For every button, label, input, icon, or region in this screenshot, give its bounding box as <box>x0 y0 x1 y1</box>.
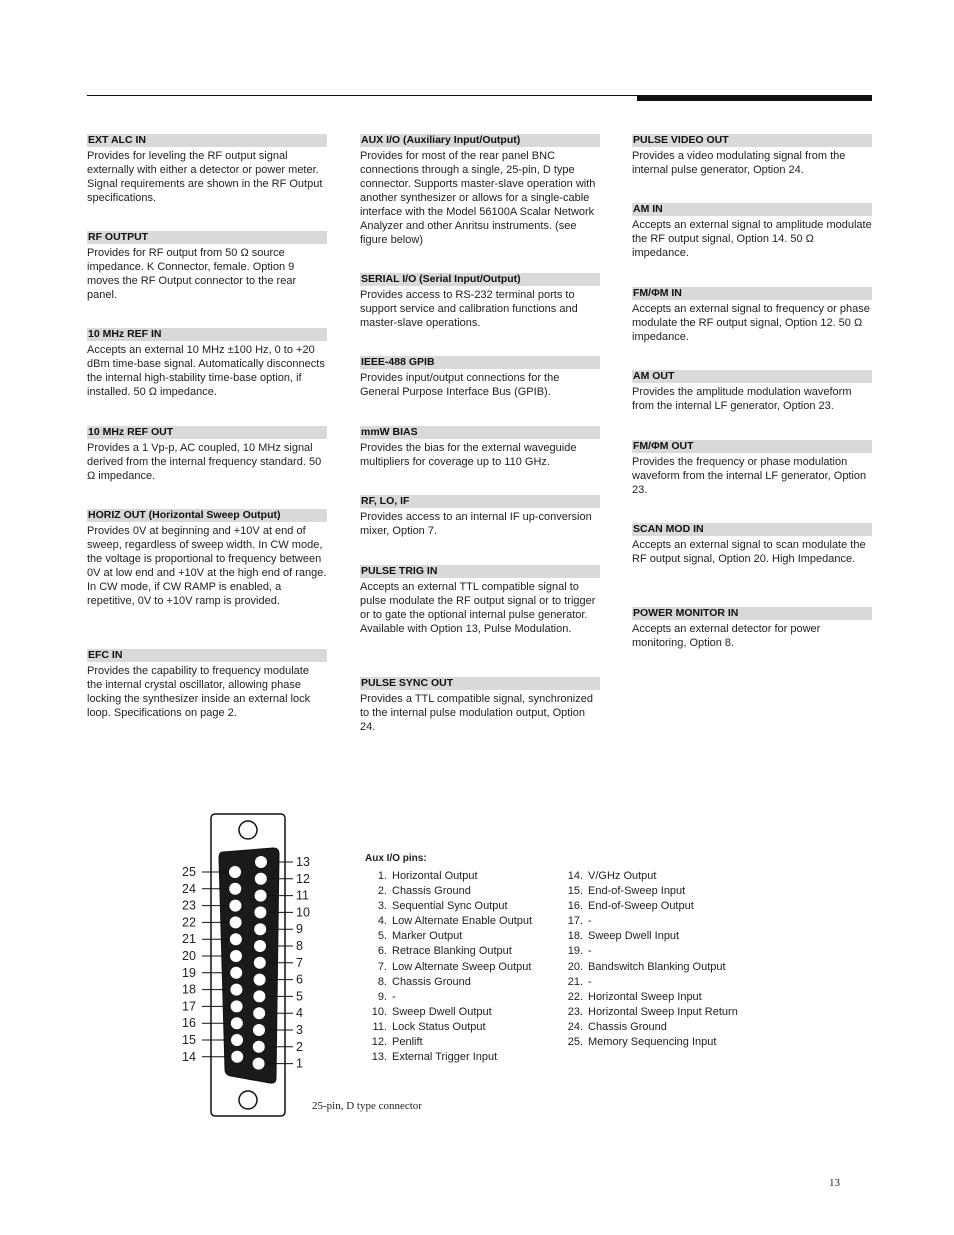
pins-title: Aux I/O pins: <box>365 853 427 864</box>
section-title: RF OUTPUT <box>87 231 327 244</box>
section-title: FM/ΦM IN <box>632 287 872 300</box>
pin-number: 24. <box>567 1020 583 1033</box>
pin-list-item <box>362 1035 532 1050</box>
section-mmw-bias <box>360 426 600 469</box>
section-body: Accepts an external signal to scan modulate the RF output signal, Option 20. High Impedance. <box>632 539 866 565</box>
pin-list-item <box>558 944 738 959</box>
figure-caption: 25-pin, D type connector <box>312 1100 422 1112</box>
section-horiz-out <box>87 509 327 608</box>
pin-label: 8 <box>296 939 303 953</box>
section-body: Provides for RF output from 50 Ω source impedance. K Connector, female. Option 9 moves the RF Output connector to the rear panel. <box>87 247 297 301</box>
pin-function: - <box>588 975 592 988</box>
section-body: Provides the amplitude modulation waveform from the internal LF generator, Option 23. <box>632 386 852 412</box>
pin-list-item <box>362 960 532 975</box>
pin-function: - <box>392 990 396 1003</box>
pin-function: External Trigger Input <box>392 1051 498 1064</box>
section-title: 10 MHz REF OUT <box>87 426 327 439</box>
pin-16 <box>231 1017 243 1029</box>
pin-function: Chassis Ground <box>392 885 471 898</box>
pin-list-item <box>362 899 532 914</box>
pin-number: 8. <box>377 975 387 988</box>
section-title: FM/ΦM OUT <box>632 440 872 453</box>
pin-function: Sequential Sync Output <box>392 900 508 913</box>
section-title: EFC IN <box>87 649 327 662</box>
section-title: IEEE-488 GPIB <box>360 356 600 369</box>
pin-13 <box>255 856 267 868</box>
connector-body <box>219 848 279 1083</box>
section-title: mmW BIAS <box>360 426 600 439</box>
pin-function: Retrace Blanking Output <box>392 945 512 958</box>
pin-number: 14. <box>567 870 583 882</box>
pin-label: 4 <box>296 1006 303 1021</box>
section-title: POWER MONITOR IN <box>632 607 872 620</box>
pin-number: 18. <box>567 930 583 943</box>
pin-list-item <box>558 869 738 884</box>
section-10mhz-ref-in <box>87 328 327 399</box>
section-body: Accepts an external TTL compatible signal to pulse modulate the RF output signal or to trigger or to gate the optional internal pulse generator. Available with Option 13, Pulse Modulation. <box>360 581 596 635</box>
pin-list-item <box>558 914 738 929</box>
mounting-hole-bottom <box>239 1091 257 1109</box>
pin-function: - <box>588 915 592 928</box>
pin-number: 10. <box>371 1005 387 1018</box>
section-body: Provides access to an internal IF up-conversion mixer, Option 7. <box>360 511 592 537</box>
pin-function: Horizontal Output <box>392 870 478 882</box>
pin-list-item <box>558 975 738 990</box>
pin-20 <box>230 950 242 962</box>
pin-list-item <box>362 1020 532 1035</box>
section-fm-phim-out <box>632 440 872 497</box>
pin-number: 11. <box>372 1020 387 1033</box>
section-title: AM OUT <box>632 370 872 383</box>
section-body: Provides a TTL compatible signal, synchronized to the internal pulse modulation output, Option 24. <box>360 693 593 733</box>
section-body: Provides 0V at beginning and +10V at end of sweep, regardless of sweep width. In CW mode, the voltage is proportional to frequency between 0V at low end and +10V at the high end of range. In CW mode, if CW RAMP is enabled, a repetitive, 0V to +10V ramp is provided. <box>87 525 327 607</box>
section-body: Accepts an external signal to frequency or phase modulate the RF output signal, Option 12. 50 Ω impedance. <box>632 303 870 343</box>
pin-label: 12 <box>296 871 310 886</box>
pin-23 <box>229 900 241 912</box>
section-title: RF, LO, IF <box>360 495 600 508</box>
section-10mhz-ref-out <box>87 426 327 483</box>
section-fm-phim-in <box>632 287 872 344</box>
pin-8 <box>254 940 266 952</box>
pin-21 <box>230 933 242 945</box>
pin-25 <box>229 866 241 878</box>
pin-function: Low Alternate Enable Output <box>392 915 533 928</box>
pin-function: Memory Sequencing Input <box>588 1036 717 1049</box>
pin-17 <box>231 1000 243 1012</box>
section-scan-mod-in <box>632 523 872 566</box>
pin-number: 25. <box>567 1036 583 1049</box>
section-body: Provides a 1 Vp-p, AC coupled, 10 MHz signal derived from the internal frequency standard. 50 Ω impedance. <box>87 442 322 482</box>
pin-list-item <box>362 884 532 899</box>
d-connector-diagram <box>175 812 325 1120</box>
section-body: Provides a video modulating signal from the internal pulse generator, Option 24. <box>632 150 846 176</box>
header-rule-accent <box>637 95 872 101</box>
pin-list-item <box>558 1035 738 1050</box>
pin-function: End-of-Sweep Output <box>588 900 694 913</box>
section-title: PULSE TRIG IN <box>360 565 600 578</box>
pin-number: 1. <box>377 870 387 882</box>
pin-label: 23 <box>182 898 196 913</box>
pin-number: 15. <box>567 885 583 898</box>
section-body: Provides the capability to frequency modulate the internal crystal oscillator, allowing phase locking the synthesizer inside an external lock loop. Specifications on page 2. <box>87 665 311 719</box>
pin-label: 6 <box>296 972 303 987</box>
pin-list-item <box>558 960 738 975</box>
pin-function: End-of-Sweep Input <box>588 885 686 898</box>
pin-list-item <box>362 944 532 959</box>
pin-1 <box>253 1058 265 1070</box>
pin-function: Sweep Dwell Output <box>392 1005 492 1018</box>
pin-list-item <box>362 929 532 944</box>
pin-label: 7 <box>296 955 303 970</box>
pin-function: - <box>588 945 592 958</box>
pin-12 <box>255 873 267 885</box>
pin-number: 3. <box>377 900 387 913</box>
pin-function: Bandswitch Blanking Output <box>588 960 726 973</box>
pin-label: 14 <box>182 1049 196 1064</box>
pin-number: 17. <box>567 915 583 928</box>
pin-label: 18 <box>182 982 196 997</box>
pin-label: 16 <box>182 1016 196 1031</box>
pin-label: 2 <box>296 1039 303 1054</box>
pin-6 <box>254 974 266 986</box>
pin-function: V/GHz Output <box>588 870 657 882</box>
section-body: Provides the bias for the external waveguide multipliers for coverage up to 110 GHz. <box>360 442 577 468</box>
pin-19 <box>230 967 242 979</box>
section-aux-io <box>360 134 600 247</box>
section-title: PULSE SYNC OUT <box>360 677 600 690</box>
pin-list-item <box>558 899 738 914</box>
pin-list-left <box>362 869 532 1065</box>
section-body: Provides input/output connections for the General Purpose Interface Bus (GPIB). <box>360 372 560 398</box>
pin-list-item <box>362 1050 532 1065</box>
pin-list-item <box>362 914 532 929</box>
section-rf-output <box>87 231 327 302</box>
pin-function: Low Alternate Sweep Output <box>392 960 532 973</box>
pin-number: 19. <box>567 945 583 958</box>
pin-label: 25 <box>182 865 196 879</box>
section-pulse-trig-in <box>360 565 600 636</box>
pin-number: 23. <box>567 1005 583 1018</box>
pin-label: 22 <box>182 915 196 930</box>
section-body: Accepts an external detector for power monitoring, Option 8. <box>632 623 821 649</box>
section-title: AUX I/O (Auxiliary Input/Output) <box>360 134 600 147</box>
section-am-out <box>632 370 872 413</box>
section-pulse-video-out <box>632 134 872 177</box>
pin-function: Marker Output <box>392 930 463 943</box>
pin-number: 13. <box>371 1051 387 1064</box>
section-ext-alc-in <box>87 134 327 205</box>
pin-list-item <box>558 1005 738 1020</box>
mounting-hole-top <box>239 821 257 839</box>
pin-18 <box>230 984 242 996</box>
pin-label: 10 <box>296 905 310 920</box>
pin-3 <box>253 1024 265 1036</box>
pin-label: 13 <box>296 855 310 869</box>
pin-number: 12. <box>371 1036 387 1049</box>
section-pulse-sync-out <box>360 677 600 734</box>
pin-22 <box>230 916 242 928</box>
pin-11 <box>255 890 267 902</box>
pin-number: 21. <box>567 975 583 988</box>
section-body: Provides access to RS-232 terminal ports to support service and calibration functions and master-slave operations. <box>360 289 578 329</box>
pin-label: 21 <box>182 932 196 947</box>
pin-number: 20. <box>567 960 583 973</box>
section-body: Accepts an external 10 MHz ±100 Hz, 0 to +20 dBm time-base signal. Automatically disconnects the internal high-stability time-base option, if installed. 50 Ω impedance. <box>87 344 325 398</box>
section-body: Accepts an external signal to amplitude modulate the RF output signal, Option 14. 50 Ω impedance. <box>632 219 872 259</box>
pin-list-item <box>558 1020 738 1035</box>
section-title: SCAN MOD IN <box>632 523 872 536</box>
pin-label: 11 <box>296 888 309 903</box>
pin-number: 7. <box>377 960 387 973</box>
section-title: 10 MHz REF IN <box>87 328 327 341</box>
pin-label: 24 <box>182 881 196 896</box>
pin-10 <box>254 906 266 918</box>
pin-list-item <box>362 1005 532 1020</box>
pin-number: 16. <box>567 900 583 913</box>
section-body: Provides for leveling the RF output signal externally with either a detector or power meter. Signal requirements are shown in the RF Output specifications. <box>87 150 323 204</box>
pin-number: 6. <box>377 945 387 958</box>
section-serial-io <box>360 273 600 330</box>
pin-function: Lock Status Output <box>392 1020 486 1033</box>
section-title: PULSE VIDEO OUT <box>632 134 872 147</box>
section-title: SERIAL I/O (Serial Input/Output) <box>360 273 600 286</box>
section-ieee-488-gpib <box>360 356 600 399</box>
pin-label: 5 <box>296 989 303 1004</box>
pin-list-item <box>362 990 532 1005</box>
pin-function: Horizontal Sweep Input <box>588 990 702 1003</box>
pin-list-item <box>558 929 738 944</box>
section-body: Provides for most of the rear panel BNC connections through a single, 25-pin, D type connector. Supports master-slave operation with another synthesizer or allows for a single-cable interface with the Model 56100A Scalar Network Analyzer and other Anritsu instruments. (see figure below) <box>360 150 596 246</box>
pin-label: 20 <box>182 949 196 963</box>
pin-label: 15 <box>182 1033 196 1047</box>
pin-list-right <box>558 869 738 1050</box>
pin-number: 4. <box>377 915 387 928</box>
pin-label: 9 <box>296 922 303 937</box>
pin-list-item <box>362 975 532 990</box>
section-efc-in <box>87 649 327 720</box>
pin-function: Horizontal Sweep Input Return <box>588 1005 738 1018</box>
pin-15 <box>231 1034 243 1046</box>
section-title: HORIZ OUT (Horizontal Sweep Output) <box>87 509 327 522</box>
pin-14 <box>231 1051 243 1063</box>
pin-label: 3 <box>296 1023 303 1037</box>
pin-function: Penlift <box>392 1036 423 1049</box>
section-title: AM IN <box>632 203 872 216</box>
pin-9 <box>254 923 266 935</box>
pin-number: 9. <box>377 990 387 1003</box>
pin-list-item <box>558 990 738 1005</box>
pin-function: Sweep Dwell Input <box>588 930 680 943</box>
section-body: Provides the frequency or phase modulation waveform from the internal LF generator, Option 23. <box>632 456 867 496</box>
pin-5 <box>253 990 265 1002</box>
page-number: 13 <box>829 1177 840 1189</box>
section-rf-lo-if <box>360 495 600 538</box>
section-title: EXT ALC IN <box>87 134 327 147</box>
pin-label: 17 <box>182 999 196 1014</box>
section-am-in <box>632 203 872 260</box>
pin-number: 5. <box>377 930 387 943</box>
pin-list-item <box>362 869 532 884</box>
pin-7 <box>254 957 266 969</box>
pin-2 <box>253 1041 265 1053</box>
pin-label: 19 <box>182 965 196 980</box>
pin-function: Chassis Ground <box>392 975 471 988</box>
pin-function: Chassis Ground <box>588 1020 667 1033</box>
pin-4 <box>253 1007 265 1019</box>
pin-number: 22. <box>567 990 583 1003</box>
pin-label: 1 <box>296 1056 303 1071</box>
pin-24 <box>229 883 241 895</box>
pin-list-item <box>558 884 738 899</box>
pin-number: 2. <box>377 885 387 898</box>
section-power-monitor-in <box>632 607 872 650</box>
